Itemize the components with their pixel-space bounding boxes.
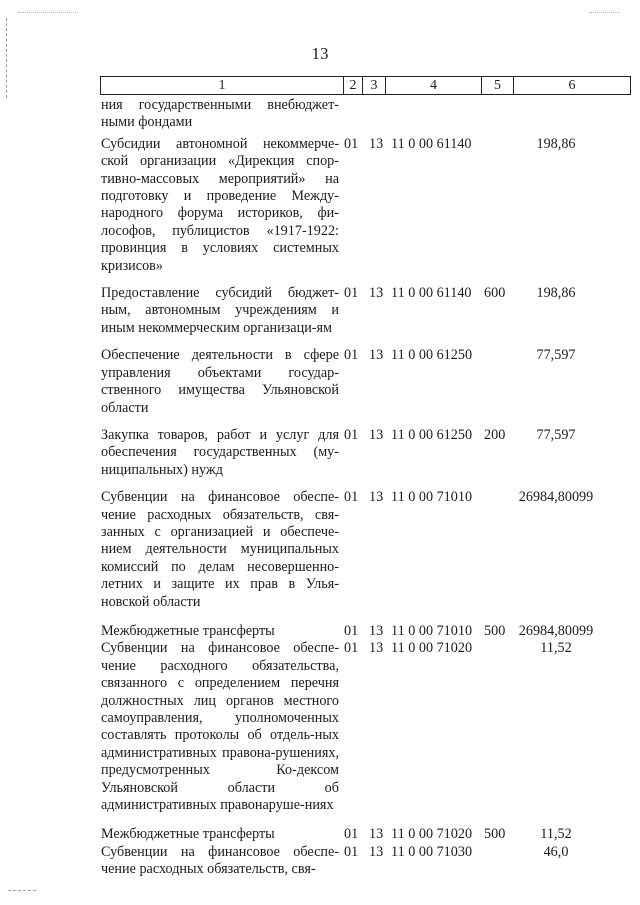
row-description: Межбюджетные трансферты: [101, 622, 275, 639]
row-section: 01: [344, 826, 359, 843]
row-description: Субвенции на финансовое обеспе-чение расходных обязательств, свя-занных с организацией и обеспече-нием деятельности муниципальных комиссий по делам несовершенно-летних и защите их прав в Улья-новской области: [101, 489, 339, 610]
row-subsection: 13: [369, 285, 384, 302]
row-section: 01: [344, 640, 359, 657]
header-col-3: 3: [370, 78, 378, 93]
row-section: 01: [344, 285, 359, 302]
row-amount: 11,52: [540, 826, 572, 843]
row-subsection: 13: [369, 347, 384, 364]
row-amount: 46,0: [543, 843, 569, 860]
row-subsection: 13: [369, 843, 384, 860]
row-amount: 198,86: [536, 135, 576, 152]
row-description: Закупка товаров, работ и услуг для обеспечения государственных (му-ниципальных) нужд: [101, 426, 339, 478]
row-description: Обеспечение деятельности в сфере управления объектами государ-ственного имущества Ульяновской области: [101, 347, 339, 416]
row-subsection: 13: [369, 826, 384, 843]
row-description: Субвенции на финансовое обеспе-чение расходных обязательств, свя-: [101, 843, 339, 878]
row-target-item: 11 0 00 71020: [391, 640, 473, 657]
row-subsection: 13: [369, 640, 384, 657]
row-amount: 26984,80099: [518, 489, 594, 506]
row-target-item: 11 0 00 61250: [391, 426, 473, 443]
header-col-5: 5: [494, 78, 501, 93]
row-subsection: 13: [369, 622, 384, 639]
scan-edge-mark-right: [590, 12, 620, 14]
row-amount: 26984,80099: [518, 622, 594, 639]
row-target-item: 11 0 00 71010: [391, 622, 473, 639]
row-expense-type: 500: [484, 826, 506, 843]
page-number: 13: [311, 44, 329, 63]
table-row: [101, 826, 572, 843]
row-amount: 198,86: [536, 285, 576, 302]
row-section: 01: [344, 622, 359, 639]
row-description: Межбюджетные трансферты: [101, 826, 275, 843]
table-body: [101, 97, 594, 879]
row-target-item: 11 0 00 71020: [391, 826, 473, 843]
table-row: [101, 97, 339, 132]
scan-edge-mark-bottom: [8, 890, 36, 891]
table-row: [101, 489, 594, 611]
table-row: [101, 347, 576, 417]
table-row: [101, 622, 594, 640]
row-section: 01: [344, 843, 359, 860]
row-description: Субсидии автономной некоммерче-ской организации «Дирекция спор-тивно-массовых мероприятий» на подготовку и проведение Между-народного форума историков, фи-лософов, публицистов «1917-1922: провинция в условиях системных кризисов»: [101, 135, 339, 274]
row-target-item: 11 0 00 61140: [391, 285, 472, 302]
row-section: 01: [344, 347, 359, 364]
row-target-item: 11 0 00 71010: [391, 489, 473, 506]
row-target-item: 11 0 00 71030: [391, 843, 473, 860]
row-description: Предоставление субсидий бюджет-ным, автономным учреждениям и иным некоммерческим организаци-ям: [101, 285, 339, 336]
row-target-item: 11 0 00 61250: [391, 347, 473, 364]
scan-edge-mark-left: [18, 12, 78, 14]
row-expense-type: 500: [484, 622, 506, 639]
row-subsection: 13: [369, 426, 384, 443]
table-row: [101, 640, 572, 814]
row-subsection: 13: [369, 489, 384, 506]
table-header: [100, 76, 631, 95]
row-description: ния государственными внебюджет-ными фондами: [101, 97, 339, 131]
row-subsection: 13: [369, 135, 384, 152]
row-section: 01: [344, 426, 359, 443]
header-col-4: 4: [430, 78, 437, 93]
row-expense-type: 200: [484, 426, 506, 443]
table-row: [101, 843, 569, 879]
row-expense-type: 600: [484, 285, 506, 302]
row-target-item: 11 0 00 61140: [391, 135, 472, 152]
table-row: [101, 285, 576, 337]
header-col-2: 2: [349, 78, 357, 93]
row-section: 01: [344, 135, 359, 152]
table-row: [101, 426, 576, 479]
row-amount: 11,52: [540, 640, 572, 657]
row-description: Субвенции на финансовое обеспе-чение расходного обязательства, связанного с определением перечня должностных лиц органов местного самоуправления, уполномоченных составлять протоколы об отдель-ных административных правона-рушениях, предусмотренных Ко-дексом Ульяновской области об административных правонаруше-ниях: [101, 640, 339, 814]
row-amount: 77,597: [536, 426, 576, 443]
table-row: [101, 135, 576, 275]
header-col-1: 1: [218, 78, 226, 93]
row-amount: 77,597: [536, 347, 576, 364]
header-col-6: 6: [568, 78, 576, 93]
row-section: 01: [344, 489, 359, 506]
